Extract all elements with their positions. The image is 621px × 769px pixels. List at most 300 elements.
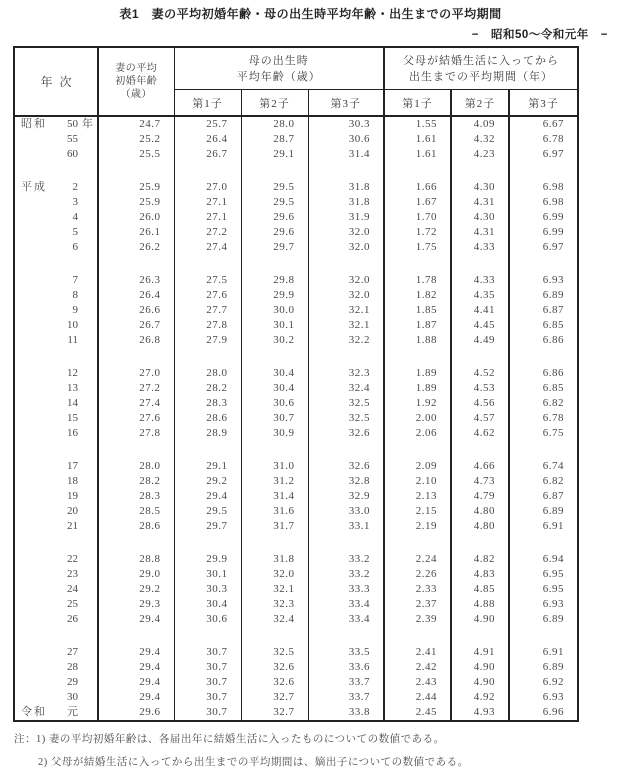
- table-row: [14, 147, 578, 162]
- year-cell: [14, 504, 98, 519]
- header-year: 年次: [14, 47, 98, 116]
- year-number: 17: [67, 460, 78, 472]
- table-row: [14, 132, 578, 147]
- group-spacer-row: [14, 255, 578, 273]
- value-cell: 32.0: [308, 240, 384, 255]
- value-cell: 6.99: [509, 225, 578, 240]
- value-cell: 29.6: [241, 210, 308, 225]
- year-number: 19: [67, 490, 78, 502]
- value-cell: 6.91: [509, 519, 578, 534]
- value-cell: 6.87: [509, 489, 578, 504]
- year-cell: [14, 273, 98, 288]
- value-cell: 32.1: [308, 318, 384, 333]
- value-cell: 6.67: [509, 116, 578, 132]
- value-cell: 26.7: [98, 318, 174, 333]
- value-cell: 27.1: [174, 195, 241, 210]
- value-cell: 4.23: [451, 147, 509, 162]
- value-cell: 2.39: [384, 612, 451, 627]
- year-wrap: [15, 303, 97, 318]
- value-cell: 33.1: [308, 519, 384, 534]
- value-cell: 1.61: [384, 147, 451, 162]
- value-cell: 29.2: [98, 582, 174, 597]
- value-cell: 1.89: [384, 381, 451, 396]
- year-cell: [14, 675, 98, 690]
- header-wife-first-marriage: [98, 47, 174, 116]
- value-cell: 29.6: [98, 705, 174, 721]
- spacer-cell: [308, 627, 384, 645]
- value-cell: 2.00: [384, 411, 451, 426]
- table-row: [14, 690, 578, 705]
- value-cell: 33.4: [308, 612, 384, 627]
- value-cell: 6.92: [509, 675, 578, 690]
- spacer-cell: [14, 348, 98, 366]
- value-cell: 1.72: [384, 225, 451, 240]
- value-cell: 4.56: [451, 396, 509, 411]
- year-wrap: [15, 273, 97, 288]
- table-row: [14, 225, 578, 240]
- table-row: [14, 180, 578, 195]
- value-cell: 6.89: [509, 288, 578, 303]
- value-cell: 4.45: [451, 318, 509, 333]
- value-cell: 30.7: [174, 705, 241, 721]
- spacer-cell: [241, 534, 308, 552]
- spacer-cell: [98, 441, 174, 459]
- header-mother-child2: 第2子: [241, 90, 308, 116]
- value-cell: 30.4: [241, 381, 308, 396]
- value-cell: 29.7: [241, 240, 308, 255]
- value-cell: 31.8: [308, 180, 384, 195]
- year-cell: [14, 288, 98, 303]
- spacer-cell: [174, 162, 241, 180]
- era-label: 令和: [21, 706, 47, 718]
- spacer-cell: [308, 441, 384, 459]
- statistics-table: [13, 46, 579, 722]
- value-cell: 29.5: [241, 195, 308, 210]
- year-number: 23: [67, 568, 78, 580]
- value-cell: 32.6: [241, 660, 308, 675]
- value-cell: 6.98: [509, 195, 578, 210]
- value-cell: 6.95: [509, 567, 578, 582]
- table-row: [14, 660, 578, 675]
- header-mother-line2: 平均年齢（歳）: [236, 70, 321, 83]
- year-wrap: [15, 426, 97, 441]
- value-cell: 4.30: [451, 210, 509, 225]
- value-cell: 6.75: [509, 426, 578, 441]
- value-cell: 2.19: [384, 519, 451, 534]
- value-cell: 4.79: [451, 489, 509, 504]
- year-wrap: [15, 705, 97, 720]
- value-cell: 4.41: [451, 303, 509, 318]
- table-row: [14, 426, 578, 441]
- value-cell: 26.4: [174, 132, 241, 147]
- value-cell: 4.33: [451, 240, 509, 255]
- value-cell: 30.4: [241, 366, 308, 381]
- year-wrap: [15, 225, 97, 240]
- spacer-cell: [241, 441, 308, 459]
- value-cell: 30.1: [174, 567, 241, 582]
- year-wrap: [15, 210, 97, 225]
- year-number: 11: [67, 334, 78, 346]
- value-cell: 28.0: [174, 366, 241, 381]
- spacer-cell: [174, 534, 241, 552]
- value-cell: 2.37: [384, 597, 451, 612]
- value-cell: 2.09: [384, 459, 451, 474]
- spacer-cell: [14, 441, 98, 459]
- year-number: 12: [67, 367, 78, 379]
- year-wrap: [15, 582, 97, 597]
- spacer-cell: [509, 162, 578, 180]
- value-cell: 28.3: [98, 489, 174, 504]
- value-cell: 4.85: [451, 582, 509, 597]
- value-cell: 4.31: [451, 225, 509, 240]
- table-row: [14, 489, 578, 504]
- year-cell: [14, 366, 98, 381]
- value-cell: 4.82: [451, 552, 509, 567]
- value-cell: 33.7: [308, 690, 384, 705]
- header-parents-line2: 出生までの平均期間（年）: [409, 70, 554, 83]
- value-cell: 4.73: [451, 474, 509, 489]
- year-cell: [14, 180, 98, 195]
- value-cell: 29.4: [98, 690, 174, 705]
- table-row: [14, 504, 578, 519]
- table-row: [14, 552, 578, 567]
- value-cell: 32.7: [241, 690, 308, 705]
- value-cell: 1.61: [384, 132, 451, 147]
- value-cell: 6.93: [509, 597, 578, 612]
- year-wrap: [15, 333, 97, 348]
- value-cell: 4.93: [451, 705, 509, 721]
- value-cell: 2.10: [384, 474, 451, 489]
- header-parents-period-group: [384, 47, 578, 90]
- table-row: [14, 582, 578, 597]
- table-row: [14, 474, 578, 489]
- header-wife-line1: 妻の平均: [115, 63, 158, 74]
- spacer-cell: [451, 627, 509, 645]
- table-row: [14, 411, 578, 426]
- value-cell: 31.8: [241, 552, 308, 567]
- year-number: 20: [67, 505, 78, 517]
- value-cell: 26.7: [174, 147, 241, 162]
- value-cell: 27.4: [98, 396, 174, 411]
- year-wrap: [15, 147, 97, 162]
- header-wife-line2: 初婚年齢: [115, 76, 158, 87]
- value-cell: 27.0: [174, 180, 241, 195]
- value-cell: 33.8: [308, 705, 384, 721]
- value-cell: 31.2: [241, 474, 308, 489]
- spacer-cell: [174, 348, 241, 366]
- value-cell: 33.2: [308, 567, 384, 582]
- header-mother-child3: 第3子: [308, 90, 384, 116]
- table-row: [14, 116, 578, 132]
- year-number: 60: [67, 148, 78, 160]
- year-number: 2: [72, 181, 78, 193]
- year-cell: [14, 660, 98, 675]
- table-row: [14, 273, 578, 288]
- year-cell: [14, 645, 98, 660]
- year-wrap: [15, 180, 97, 195]
- spacer-cell: [509, 255, 578, 273]
- value-cell: 31.7: [241, 519, 308, 534]
- year-cell: [14, 225, 98, 240]
- year-number: 15: [67, 412, 78, 424]
- value-cell: 25.2: [98, 132, 174, 147]
- value-cell: 29.1: [241, 147, 308, 162]
- value-cell: 32.0: [241, 567, 308, 582]
- year-wrap: [15, 459, 97, 474]
- value-cell: 4.32: [451, 132, 509, 147]
- spacer-cell: [308, 534, 384, 552]
- year-number: 24: [67, 583, 78, 595]
- spacer-cell: [451, 162, 509, 180]
- year-number: 3: [72, 196, 78, 208]
- value-cell: 6.96: [509, 705, 578, 721]
- value-cell: 6.85: [509, 318, 578, 333]
- spacer-cell: [98, 162, 174, 180]
- value-cell: 32.8: [308, 474, 384, 489]
- value-cell: 32.6: [308, 459, 384, 474]
- value-cell: 30.3: [174, 582, 241, 597]
- value-cell: 1.70: [384, 210, 451, 225]
- value-cell: 32.4: [308, 381, 384, 396]
- value-cell: 30.6: [174, 612, 241, 627]
- year-wrap: [15, 567, 97, 582]
- value-cell: 4.90: [451, 612, 509, 627]
- value-cell: 27.2: [98, 381, 174, 396]
- value-cell: 32.6: [308, 426, 384, 441]
- table-row: [14, 303, 578, 318]
- value-cell: 4.33: [451, 273, 509, 288]
- value-cell: 6.93: [509, 273, 578, 288]
- group-spacer-row: [14, 441, 578, 459]
- table-row: [14, 240, 578, 255]
- value-cell: 28.6: [174, 411, 241, 426]
- year-cell: [14, 597, 98, 612]
- value-cell: 29.3: [98, 597, 174, 612]
- footnote-2: 2) 父母が結婚生活に入ってから出生までの平均期間は、嫡出子についての数値である。: [38, 757, 469, 768]
- year-wrap: [15, 675, 97, 690]
- value-cell: 27.8: [174, 318, 241, 333]
- value-cell: 28.6: [98, 519, 174, 534]
- year-cell: [14, 690, 98, 705]
- value-cell: 28.2: [174, 381, 241, 396]
- value-cell: 2.45: [384, 705, 451, 721]
- value-cell: 25.5: [98, 147, 174, 162]
- value-cell: 31.8: [308, 195, 384, 210]
- value-cell: 4.35: [451, 288, 509, 303]
- spacer-cell: [174, 255, 241, 273]
- value-cell: 32.4: [241, 612, 308, 627]
- value-cell: 26.4: [98, 288, 174, 303]
- value-cell: 27.9: [174, 333, 241, 348]
- spacer-cell: [384, 162, 451, 180]
- value-cell: 28.9: [174, 426, 241, 441]
- year-cell: [14, 303, 98, 318]
- value-cell: 32.3: [308, 366, 384, 381]
- value-cell: 6.99: [509, 210, 578, 225]
- value-cell: 2.13: [384, 489, 451, 504]
- spacer-cell: [384, 534, 451, 552]
- year-number: 14: [67, 397, 78, 409]
- spacer-cell: [14, 534, 98, 552]
- value-cell: 1.85: [384, 303, 451, 318]
- value-cell: 27.4: [174, 240, 241, 255]
- year-number: 10: [67, 319, 78, 331]
- value-cell: 32.5: [308, 411, 384, 426]
- year-cell: [14, 318, 98, 333]
- year-wrap: [15, 552, 97, 567]
- value-cell: 4.53: [451, 381, 509, 396]
- spacer-cell: [509, 441, 578, 459]
- year-number: 50: [67, 118, 78, 130]
- header-parents-child3: 第3子: [509, 90, 578, 116]
- value-cell: 31.4: [241, 489, 308, 504]
- table-row: [14, 675, 578, 690]
- group-spacer-row: [14, 627, 578, 645]
- value-cell: 30.0: [241, 303, 308, 318]
- year-wrap: [15, 132, 97, 147]
- value-cell: 24.7: [98, 116, 174, 132]
- table-row: [14, 597, 578, 612]
- spacer-cell: [14, 255, 98, 273]
- value-cell: 29.5: [241, 180, 308, 195]
- spacer-cell: [98, 255, 174, 273]
- value-cell: 4.66: [451, 459, 509, 474]
- header-mother-age-group: [174, 47, 384, 90]
- value-cell: 30.7: [174, 690, 241, 705]
- year-wrap: [15, 396, 97, 411]
- year-wrap: [15, 474, 97, 489]
- year-wrap: [15, 288, 97, 303]
- value-cell: 2.41: [384, 645, 451, 660]
- year-number: 7: [72, 274, 78, 286]
- table-subtitle: − 昭和50～令和元年 −: [471, 29, 608, 41]
- value-cell: 32.3: [241, 597, 308, 612]
- spacer-cell: [384, 348, 451, 366]
- spacer-cell: [174, 627, 241, 645]
- value-cell: 27.7: [174, 303, 241, 318]
- year-number: 元: [67, 706, 78, 718]
- year-cell: [14, 426, 98, 441]
- value-cell: 32.1: [308, 303, 384, 318]
- table-row: [14, 288, 578, 303]
- year-cell: [14, 474, 98, 489]
- value-cell: 30.2: [241, 333, 308, 348]
- value-cell: 31.6: [241, 504, 308, 519]
- value-cell: 6.87: [509, 303, 578, 318]
- value-cell: 4.83: [451, 567, 509, 582]
- value-cell: 1.67: [384, 195, 451, 210]
- year-number: 55: [67, 133, 78, 145]
- value-cell: 6.89: [509, 660, 578, 675]
- year-wrap: [15, 519, 97, 534]
- table-header: [14, 47, 578, 116]
- value-cell: 2.26: [384, 567, 451, 582]
- header-parents-line1: 父母が結婚生活に入ってから: [403, 54, 560, 67]
- value-cell: 28.0: [241, 116, 308, 132]
- value-cell: 28.8: [98, 552, 174, 567]
- value-cell: 32.0: [308, 225, 384, 240]
- value-cell: 4.30: [451, 180, 509, 195]
- value-cell: 26.6: [98, 303, 174, 318]
- year-cell: [14, 195, 98, 210]
- value-cell: 26.8: [98, 333, 174, 348]
- year-number: 26: [67, 613, 78, 625]
- value-cell: 29.0: [98, 567, 174, 582]
- year-wrap: [15, 690, 97, 705]
- value-cell: 30.9: [241, 426, 308, 441]
- value-cell: 32.5: [241, 645, 308, 660]
- table-row: [14, 381, 578, 396]
- value-cell: 6.89: [509, 504, 578, 519]
- footnotes: [14, 731, 621, 769]
- value-cell: 30.7: [174, 645, 241, 660]
- year-number: 30: [67, 691, 78, 703]
- value-cell: 4.90: [451, 675, 509, 690]
- year-cell: [14, 396, 98, 411]
- year-cell: [14, 567, 98, 582]
- value-cell: 33.0: [308, 504, 384, 519]
- value-cell: 6.94: [509, 552, 578, 567]
- year-wrap: [15, 366, 97, 381]
- value-cell: 30.6: [308, 132, 384, 147]
- spacer-cell: [98, 348, 174, 366]
- value-cell: 2.43: [384, 675, 451, 690]
- value-cell: 6.74: [509, 459, 578, 474]
- year-cell: [14, 132, 98, 147]
- era-label: 平成: [21, 181, 47, 193]
- year-wrap: [15, 195, 97, 210]
- value-cell: 29.4: [174, 489, 241, 504]
- value-cell: 33.4: [308, 597, 384, 612]
- header-wife-line3: （歳）: [120, 89, 152, 100]
- table-row: [14, 195, 578, 210]
- year-number: 27: [67, 646, 78, 658]
- group-spacer-row: [14, 348, 578, 366]
- table-row: [14, 210, 578, 225]
- value-cell: 32.9: [308, 489, 384, 504]
- value-cell: 4.80: [451, 504, 509, 519]
- table-row: [14, 396, 578, 411]
- year-wrap: [15, 411, 97, 426]
- value-cell: 27.6: [98, 411, 174, 426]
- spacer-cell: [509, 534, 578, 552]
- value-cell: 1.82: [384, 288, 451, 303]
- year-number: 6: [72, 241, 78, 253]
- value-cell: 6.85: [509, 381, 578, 396]
- value-cell: 31.9: [308, 210, 384, 225]
- table-title: 表1 妻の平均初婚年齢・母の出生時平均年齢・出生までの平均期間: [119, 7, 502, 21]
- table-row: [14, 366, 578, 381]
- year-cell: [14, 210, 98, 225]
- value-cell: 1.55: [384, 116, 451, 132]
- spacer-cell: [308, 162, 384, 180]
- value-cell: 25.7: [174, 116, 241, 132]
- year-cell: [14, 612, 98, 627]
- spacer-cell: [98, 534, 174, 552]
- value-cell: 27.8: [98, 426, 174, 441]
- value-cell: 26.3: [98, 273, 174, 288]
- value-cell: 29.6: [241, 225, 308, 240]
- value-cell: 32.2: [308, 333, 384, 348]
- value-cell: 4.09: [451, 116, 509, 132]
- year-cell: [14, 489, 98, 504]
- value-cell: 4.91: [451, 645, 509, 660]
- year-wrap: [15, 381, 97, 396]
- value-cell: 6.97: [509, 240, 578, 255]
- value-cell: 26.1: [98, 225, 174, 240]
- era-label: 昭和: [21, 118, 47, 130]
- value-cell: 32.5: [308, 396, 384, 411]
